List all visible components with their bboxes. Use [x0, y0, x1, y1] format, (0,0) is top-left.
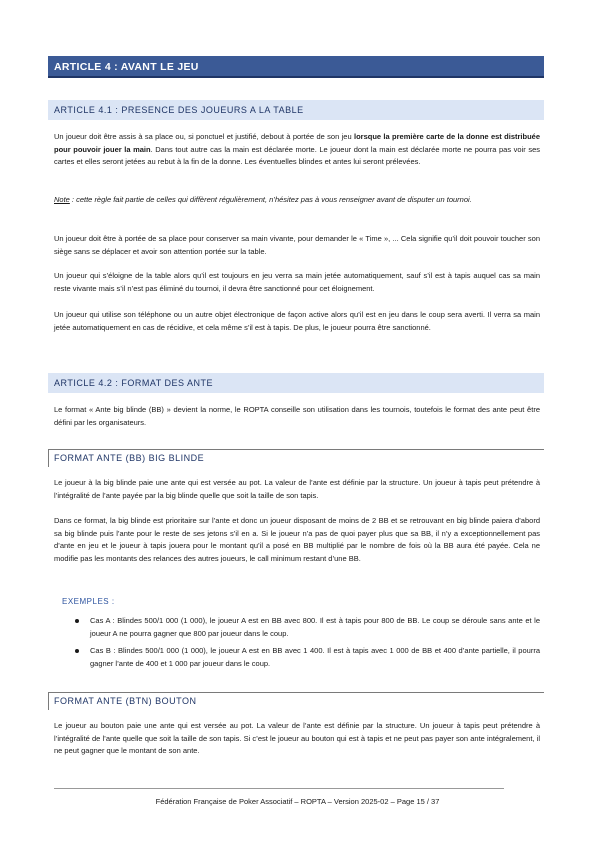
subsection-bb-paragraph-2: Dans ce format, la big blinde est prioritaire sur l’ante et donc un joueur disposant de moins de 2 BB et se retrouvant en big blinde paiera d’abord sa big blinde puis l’ante pour le reste de ses jetons s’il en a. Si le joueur n’a pas de quoi payer plus que sa BB, il n’y a exceptionnellement pas d’ante en jeu et le joueur à tapis jouera pour le montant qu’il a posé en BB multiplié par le nombre de fois où la BB aura été payée. Cela ne modifie pas les montants des relances des autres joueurs, le call minimum restant d’une BB. [54, 516, 540, 563]
examples-list [62, 615, 540, 675]
examples-title: EXEMPLES : [62, 597, 115, 606]
emphasis-first-card: lorsque la première carte de la donne est distribuée pour pouvoir jouer la main [54, 132, 540, 154]
section-4-1-paragraph-4: Un joueur qui utilise son téléphone ou un autre objet électronique de façon active alors qu’il est en jeu dans le coup sera averti. Il verra sa main jetée automatiquement en cas de récidive, et cela même s’il est à tapis. De plus, le joueur pourra être sanctionné. [54, 310, 540, 332]
subsection-btn-title: FORMAT ANTE (BTN) BOUTON [48, 692, 544, 710]
section-4-2-paragraph-1: Le format « Ante big blinde (BB) » devient la norme, le ROPTA conseille son utilisation dans les tournois, toutefois le format des ante peut être défini par les organisateurs. [54, 405, 540, 427]
example-item: Cas A : Blindes 500/1 000 (1 000), le joueur A est en BB avec 800. Il est à tapis pour 800 de BB. Le coup se déroule sans ante et le joueur A ne pourra gagner que 800 par joueur dans le coup. [62, 615, 540, 640]
section-4-2-title: ARTICLE 4.2 : FORMAT DES ANTE [48, 373, 544, 393]
section-4-1-paragraph-2: Un joueur doit être à portée de sa place pour conserver sa main vivante, pour demander le « Time », ... Cela signifie qu’il doit pouvoir toucher son siège sans se déplacer et avoir son attention portée sur la table. [54, 234, 540, 256]
bullet-icon [75, 619, 79, 623]
page-footer: Fédération Française de Poker Associatif – ROPTA – Version 2025-02 – Page 15 / 37 [155, 797, 440, 806]
example-item: Cas B : Blindes 500/1 000 (1 000), le joueur A est en BB avec 1 400. Il est à tapis avec 1 000 de BB et 400 d’ante partielle, il pourra gagner l’ante de 400 et 1 000 par joueur dans le coup. [62, 645, 540, 670]
subsection-bb-title: FORMAT ANTE (BB) BIG BLINDE [48, 449, 544, 467]
section-4-1-paragraph-3: Un joueur qui s’éloigne de la table alors qu’il est toujours en jeu verra sa main jetée automatiquement, sauf s’il est à tapis auquel cas sa main reste vivante mais s’il n’est pas éliminé du tournoi, il devra être sanctionné pour cet éloignement. [54, 271, 540, 293]
article-title: ARTICLE 4 : AVANT LE JEU [48, 56, 544, 78]
note-label: Note [54, 195, 70, 204]
section-4-1-paragraph-1: Un joueur doit être assis à sa place ou, si ponctuel et justifié, debout à portée de son jeu lorsque la première carte de la donne est distribuée pour pouvoir jouer la main. Dans tout autre cas la main est déclarée morte. Le joueur dont la main est déclarée morte ne pourra pas voir ses cartes et elles seront jetées au rebut à la fin de la donne. Les éventuelles blindes et antes lui seront prélevées. [54, 132, 541, 167]
bullet-icon [75, 649, 79, 653]
section-4-1-title: ARTICLE 4.1 : PRESENCE DES JOUEURS A LA TABLE [48, 100, 544, 120]
footer-divider [54, 788, 504, 789]
section-4-1-note: Note : cette règle fait partie de celles qui diffèrent régulièrement, n’hésitez pas à vous renseigner avant de disputer un tournoi. [54, 195, 472, 204]
subsection-btn-paragraph-1: Le joueur au bouton paie une ante qui est versée au pot. La valeur de l’ante est définie par la structure. Un joueur à tapis peut prétendre à l’intégralité de l’ante quelle que soit la taille de son tapis. Si c’est le joueur au bouton qui est à tapis et ne peut pas payer son ante intégralement, il ne peut gagner que le montant de son ante. [54, 721, 540, 756]
subsection-bb-paragraph-1: Le joueur à la big blinde paie une ante qui est versée au pot. La valeur de l’ante est définie par la structure. Un joueur à tapis peut prétendre à l’intégralité de l’ante payée par la big blinde quelle que soit la taille de son tapis. [54, 478, 540, 500]
